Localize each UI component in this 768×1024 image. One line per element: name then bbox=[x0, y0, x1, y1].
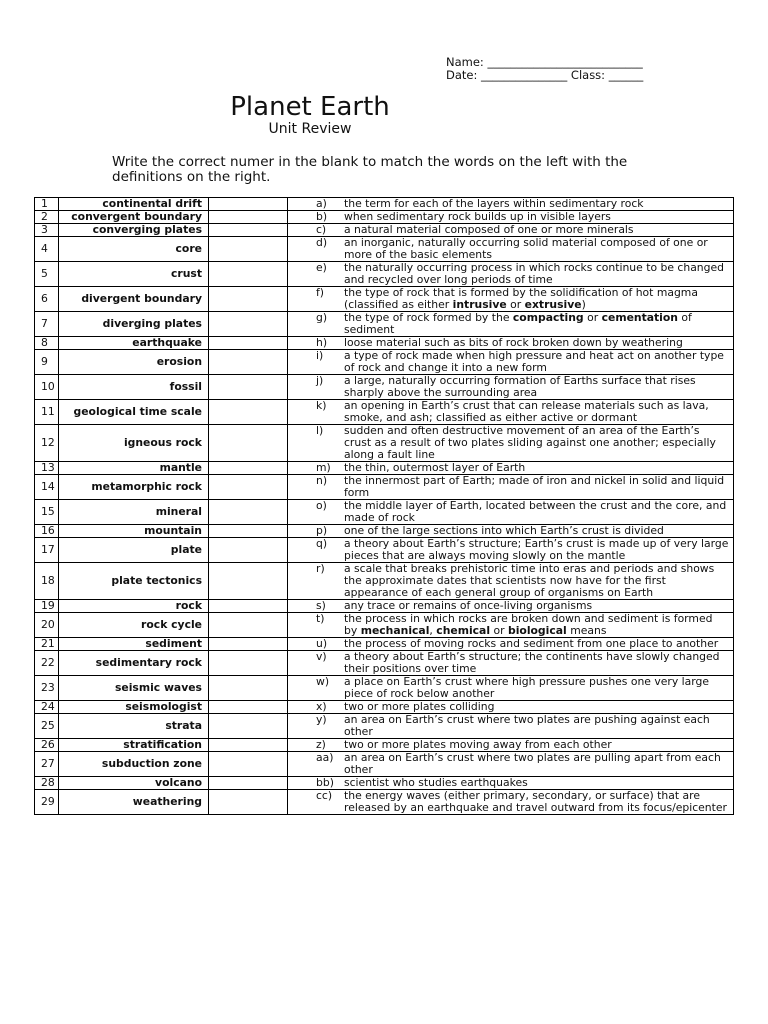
definition-letter: i) bbox=[316, 349, 324, 362]
definition-cell bbox=[288, 475, 734, 500]
definition-letter: bb) bbox=[316, 776, 334, 789]
definition-text: two or more plates moving away from each other bbox=[344, 738, 612, 751]
table-row bbox=[35, 337, 734, 350]
definition-cell bbox=[288, 701, 734, 714]
definition-text: the process in which rocks are broken down and sediment is formed by mechanical, chemical or biological means bbox=[344, 612, 713, 637]
row-number: 28 bbox=[35, 777, 59, 790]
row-number: 3 bbox=[35, 224, 59, 237]
definition-letter: s) bbox=[316, 599, 326, 612]
answer-blank[interactable] bbox=[209, 613, 288, 638]
definition-text: a natural material composed of one or more minerals bbox=[344, 223, 634, 236]
row-number: 25 bbox=[35, 714, 59, 739]
page-subtitle: Unit Review bbox=[268, 121, 352, 137]
table-row bbox=[35, 701, 734, 714]
term-cell: converging plates bbox=[59, 224, 209, 237]
table-row bbox=[35, 563, 734, 600]
term-cell: sediment bbox=[59, 638, 209, 651]
definition-letter: k) bbox=[316, 399, 327, 412]
table-row bbox=[35, 600, 734, 613]
answer-blank[interactable] bbox=[209, 375, 288, 400]
table-row bbox=[35, 777, 734, 790]
definition-cell bbox=[288, 638, 734, 651]
answer-blank[interactable] bbox=[209, 211, 288, 224]
definition-text: the energy waves (either primary, secondary, or surface) that are released by an earthquake and travel outward from its focus/epicenter bbox=[344, 789, 727, 814]
row-number: 9 bbox=[35, 350, 59, 375]
answer-blank[interactable] bbox=[209, 198, 288, 211]
answer-blank[interactable] bbox=[209, 400, 288, 425]
definition-letter: x) bbox=[316, 700, 327, 713]
definition-text: an inorganic, naturally occurring solid material composed of one or more of the basic elements bbox=[344, 236, 708, 261]
definition-letter: c) bbox=[316, 223, 327, 236]
row-number: 27 bbox=[35, 752, 59, 777]
table-row bbox=[35, 224, 734, 237]
table-row bbox=[35, 613, 734, 638]
definition-cell bbox=[288, 337, 734, 350]
answer-blank[interactable] bbox=[209, 237, 288, 262]
table-row bbox=[35, 500, 734, 525]
term-cell: strata bbox=[59, 714, 209, 739]
definition-text: any trace or remains of once-living organisms bbox=[344, 599, 593, 612]
definition-cell bbox=[288, 777, 734, 790]
definition-text: one of the large sections into which Earth’s crust is divided bbox=[344, 524, 664, 537]
definition-cell bbox=[288, 739, 734, 752]
definition-letter: u) bbox=[316, 637, 328, 650]
row-number: 18 bbox=[35, 563, 59, 600]
definition-cell bbox=[288, 237, 734, 262]
table-row bbox=[35, 198, 734, 211]
definition-letter: cc) bbox=[316, 789, 333, 802]
definition-letter: j) bbox=[316, 374, 324, 387]
term-cell: igneous rock bbox=[59, 425, 209, 462]
answer-blank[interactable] bbox=[209, 350, 288, 375]
definition-text: the process of moving rocks and sediment from one place to another bbox=[344, 637, 719, 650]
definition-text: scientist who studies earthquakes bbox=[344, 776, 528, 789]
answer-blank[interactable] bbox=[209, 462, 288, 475]
definition-cell bbox=[288, 312, 734, 337]
definition-letter: r) bbox=[316, 562, 325, 575]
term-cell: geological time scale bbox=[59, 400, 209, 425]
definition-text: sudden and often destructive movement of an area of the Earth’s crust as a result of two plates sliding against one another; especially along a fault line bbox=[344, 424, 716, 461]
definition-cell bbox=[288, 198, 734, 211]
definition-cell bbox=[288, 563, 734, 600]
term-cell: fossil bbox=[59, 375, 209, 400]
table-row bbox=[35, 525, 734, 538]
answer-blank[interactable] bbox=[209, 312, 288, 337]
term-cell: sedimentary rock bbox=[59, 651, 209, 676]
row-number: 15 bbox=[35, 500, 59, 525]
answer-blank[interactable] bbox=[209, 790, 288, 815]
answer-blank[interactable] bbox=[209, 676, 288, 701]
table-row bbox=[35, 287, 734, 312]
definition-text: the thin, outermost layer of Earth bbox=[344, 461, 526, 474]
definition-cell bbox=[288, 538, 734, 563]
term-cell: diverging plates bbox=[59, 312, 209, 337]
definition-cell bbox=[288, 525, 734, 538]
definition-cell bbox=[288, 262, 734, 287]
definition-letter: p) bbox=[316, 524, 328, 537]
answer-blank[interactable] bbox=[209, 425, 288, 462]
row-number: 20 bbox=[35, 613, 59, 638]
table-row bbox=[35, 462, 734, 475]
term-cell: earthquake bbox=[59, 337, 209, 350]
definition-cell bbox=[288, 651, 734, 676]
definition-text: a type of rock made when high pressure and heat act on another type of rock and change it into a new form bbox=[344, 349, 724, 374]
table-row bbox=[35, 676, 734, 701]
definition-text: the type of rock that is formed by the solidification of hot magma (classified as either intrusive or extrusive) bbox=[344, 286, 698, 311]
definition-letter: q) bbox=[316, 537, 328, 550]
term-cell: mantle bbox=[59, 462, 209, 475]
definition-cell bbox=[288, 613, 734, 638]
definition-cell bbox=[288, 211, 734, 224]
row-number: 26 bbox=[35, 739, 59, 752]
table-row bbox=[35, 237, 734, 262]
table-row bbox=[35, 739, 734, 752]
answer-blank[interactable] bbox=[209, 262, 288, 287]
term-cell: plate tectonics bbox=[59, 563, 209, 600]
definition-cell bbox=[288, 676, 734, 701]
answer-blank[interactable] bbox=[209, 701, 288, 714]
row-number: 24 bbox=[35, 701, 59, 714]
answer-blank[interactable] bbox=[209, 525, 288, 538]
table-row bbox=[35, 375, 734, 400]
term-cell: mountain bbox=[59, 525, 209, 538]
definition-text: loose material such as bits of rock broken down by weathering bbox=[344, 336, 683, 349]
answer-blank[interactable] bbox=[209, 224, 288, 237]
answer-blank[interactable] bbox=[209, 739, 288, 752]
definition-cell bbox=[288, 714, 734, 739]
term-cell: plate bbox=[59, 538, 209, 563]
definition-cell bbox=[288, 462, 734, 475]
row-number: 4 bbox=[35, 237, 59, 262]
row-number: 10 bbox=[35, 375, 59, 400]
answer-blank[interactable] bbox=[209, 287, 288, 312]
definition-letter: y) bbox=[316, 713, 327, 726]
term-cell: rock bbox=[59, 600, 209, 613]
term-cell: metamorphic rock bbox=[59, 475, 209, 500]
definition-letter: e) bbox=[316, 261, 327, 274]
answer-blank[interactable] bbox=[209, 777, 288, 790]
row-number: 29 bbox=[35, 790, 59, 815]
definition-letter: n) bbox=[316, 474, 328, 487]
table-row bbox=[35, 211, 734, 224]
row-number: 1 bbox=[35, 198, 59, 211]
definition-letter: f) bbox=[316, 286, 325, 299]
row-number: 22 bbox=[35, 651, 59, 676]
term-cell: mineral bbox=[59, 500, 209, 525]
definition-cell bbox=[288, 425, 734, 462]
row-number: 17 bbox=[35, 538, 59, 563]
definition-text: the middle layer of Earth, located between the crust and the core, and made of rock bbox=[344, 499, 727, 524]
definition-letter: t) bbox=[316, 612, 325, 625]
term-cell: erosion bbox=[59, 350, 209, 375]
definition-letter: v) bbox=[316, 650, 327, 663]
definition-text: a scale that breaks prehistoric time into eras and periods and shows the approximate dates that scientists now have for the first appearance of each general group of organisms on Earth bbox=[344, 562, 715, 599]
definition-text: an opening in Earth’s crust that can release materials such as lava, smoke, and ash; classified as either active or dormant bbox=[344, 399, 709, 424]
table-row bbox=[35, 350, 734, 375]
table-row bbox=[35, 400, 734, 425]
row-number: 12 bbox=[35, 425, 59, 462]
definition-text: a theory about Earth’s structure; the continents have slowly changed their positions over time bbox=[344, 650, 720, 675]
term-cell: seismic waves bbox=[59, 676, 209, 701]
definition-cell bbox=[288, 600, 734, 613]
definition-letter: g) bbox=[316, 311, 328, 324]
definition-text: a theory about Earth’s structure; Earth’s crust is made up of very large pieces that are always moving slowly on the mantle bbox=[344, 537, 729, 562]
row-number: 5 bbox=[35, 262, 59, 287]
answer-blank[interactable] bbox=[209, 752, 288, 777]
table-row bbox=[35, 790, 734, 815]
definition-letter: z) bbox=[316, 738, 326, 751]
definition-cell bbox=[288, 500, 734, 525]
table-row bbox=[35, 538, 734, 563]
answer-blank[interactable] bbox=[209, 600, 288, 613]
row-number: 13 bbox=[35, 462, 59, 475]
answer-blank[interactable] bbox=[209, 500, 288, 525]
definition-cell bbox=[288, 790, 734, 815]
term-cell: stratification bbox=[59, 739, 209, 752]
definition-text: the innermost part of Earth; made of iron and nickel in solid and liquid form bbox=[344, 474, 725, 499]
answer-blank[interactable] bbox=[209, 638, 288, 651]
term-cell: continental drift bbox=[59, 198, 209, 211]
table-row bbox=[35, 638, 734, 651]
table-row bbox=[35, 262, 734, 287]
definition-cell bbox=[288, 287, 734, 312]
answer-blank[interactable] bbox=[209, 651, 288, 676]
definition-cell bbox=[288, 375, 734, 400]
term-cell: seismologist bbox=[59, 701, 209, 714]
answer-blank[interactable] bbox=[209, 538, 288, 563]
row-number: 2 bbox=[35, 211, 59, 224]
row-number: 11 bbox=[35, 400, 59, 425]
definition-letter: w) bbox=[316, 675, 330, 688]
definition-cell bbox=[288, 224, 734, 237]
term-cell: rock cycle bbox=[59, 613, 209, 638]
date-class-field[interactable]: Date: _______________ Class: ______ bbox=[446, 68, 644, 82]
row-number: 6 bbox=[35, 287, 59, 312]
definition-letter: l) bbox=[316, 424, 324, 437]
table-row bbox=[35, 312, 734, 337]
answer-blank[interactable] bbox=[209, 475, 288, 500]
definition-letter: aa) bbox=[316, 751, 334, 764]
term-cell: core bbox=[59, 237, 209, 262]
row-number: 23 bbox=[35, 676, 59, 701]
definition-text: an area on Earth’s crust where two plates are pulling apart from each other bbox=[344, 751, 721, 776]
row-number: 19 bbox=[35, 600, 59, 613]
row-number: 21 bbox=[35, 638, 59, 651]
term-cell: divergent boundary bbox=[59, 287, 209, 312]
row-number: 14 bbox=[35, 475, 59, 500]
definition-text: a large, naturally occurring formation of Earths surface that rises sharply above the surrounding area bbox=[344, 374, 696, 399]
definition-letter: m) bbox=[316, 461, 331, 474]
term-cell: crust bbox=[59, 262, 209, 287]
instructions: Write the correct numer in the blank to match the words on the left with the definitions on the right. bbox=[112, 154, 628, 185]
table-row bbox=[35, 714, 734, 739]
name-field[interactable]: Name: ___________________________ bbox=[446, 55, 643, 69]
definition-letter: a) bbox=[316, 197, 327, 210]
definition-letter: o) bbox=[316, 499, 327, 512]
row-number: 7 bbox=[35, 312, 59, 337]
definition-text: an area on Earth’s crust where two plates are pushing against each other bbox=[344, 713, 710, 738]
table-row bbox=[35, 475, 734, 500]
definition-text: the term for each of the layers within sedimentary rock bbox=[344, 197, 644, 210]
term-cell: subduction zone bbox=[59, 752, 209, 777]
definition-text: the naturally occurring process in which rocks continue to be changed and recycled over long periods of time bbox=[344, 261, 724, 286]
table-row bbox=[35, 425, 734, 462]
definition-text: two or more plates colliding bbox=[344, 700, 495, 713]
page-title: Planet Earth bbox=[230, 92, 390, 122]
student-info-fields bbox=[446, 56, 643, 82]
definition-letter: h) bbox=[316, 336, 328, 349]
definition-letter: d) bbox=[316, 236, 328, 249]
matching-table bbox=[34, 197, 734, 815]
definition-text: when sedimentary rock builds up in visible layers bbox=[344, 210, 611, 223]
term-cell: volcano bbox=[59, 777, 209, 790]
row-number: 16 bbox=[35, 525, 59, 538]
term-cell: weathering bbox=[59, 790, 209, 815]
table-row bbox=[35, 651, 734, 676]
definition-letter: b) bbox=[316, 210, 328, 223]
definition-cell bbox=[288, 350, 734, 375]
definition-text: a place on Earth’s crust where high pressure pushes one very large piece of rock below another bbox=[344, 675, 710, 700]
row-number: 8 bbox=[35, 337, 59, 350]
answer-blank[interactable] bbox=[209, 714, 288, 739]
table-row bbox=[35, 752, 734, 777]
answer-blank[interactable] bbox=[209, 563, 288, 600]
term-cell: convergent boundary bbox=[59, 211, 209, 224]
definition-text: the type of rock formed by the compacting or cementation of sediment bbox=[344, 311, 692, 336]
definition-cell bbox=[288, 400, 734, 425]
definition-cell bbox=[288, 752, 734, 777]
answer-blank[interactable] bbox=[209, 337, 288, 350]
